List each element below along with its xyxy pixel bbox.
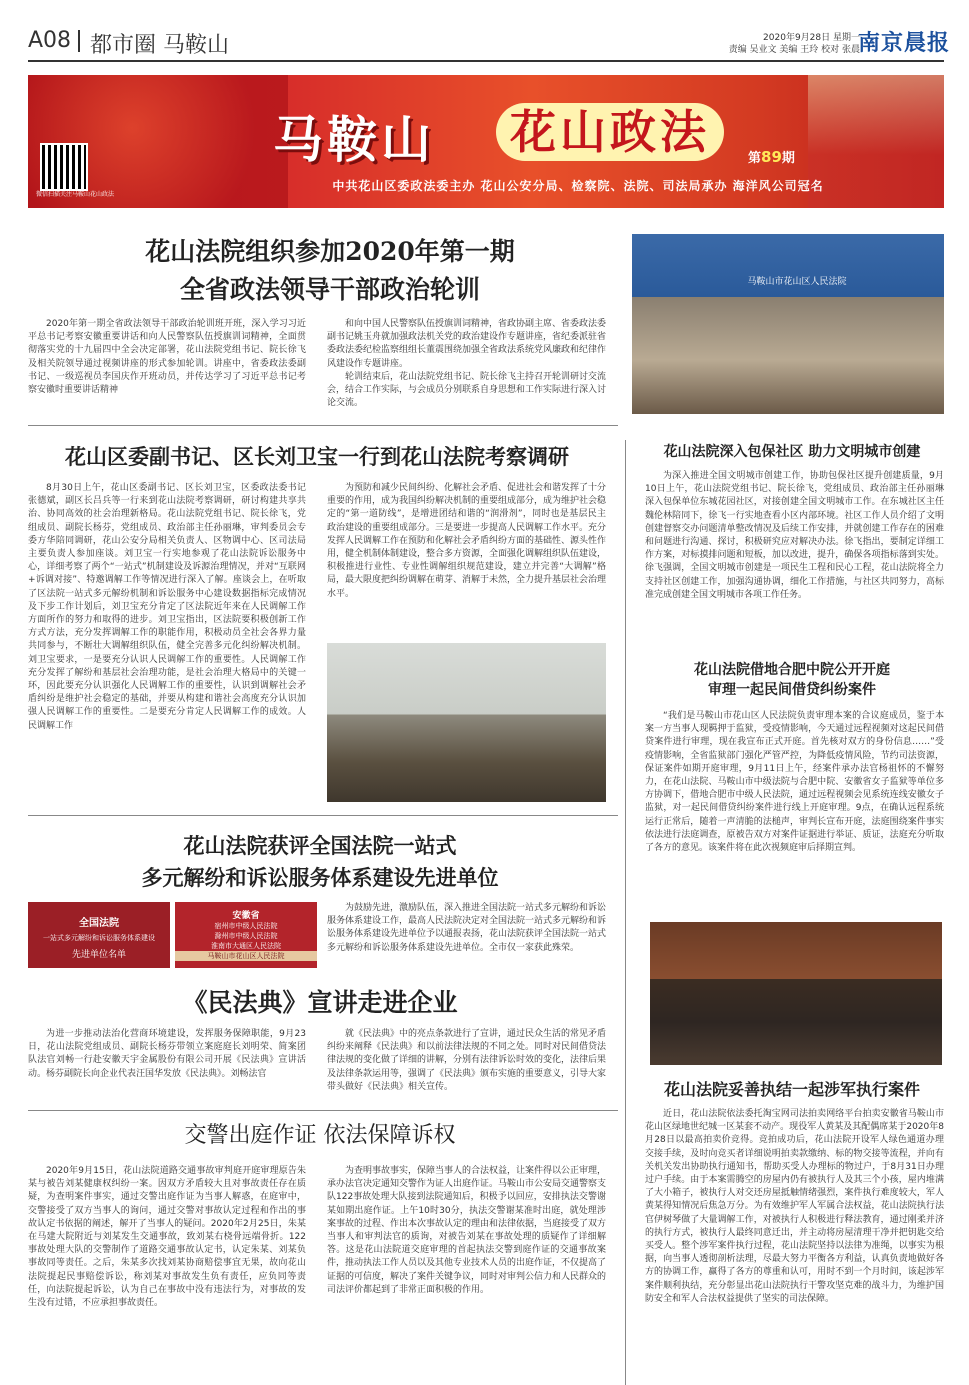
cert1-line1: 全国法院 [79,918,119,929]
article-4-title-line2: 审理一起民间借贷纠纷案件 [708,682,876,698]
article-3-title: 花山法院深入包保社区 助力文明城市创建 [663,444,921,460]
article-2-photo [327,643,606,802]
qr-caption: 微信扫描关注马鞍山花山政法 [36,191,115,198]
article-4-body: “我们是马鞍山市花山区人民法院负责审理本案的合议庭成员，鉴于本案一方当事人现羁押于监狱，受疫情影响，今天通过远程视频对这起民间借贷案件进行审理，现在我宣布正式开庭。首先核对双方的身份信息……”受疫情影响，全省监狱部门强化严管严控，为降低疫情风险，节约司法资源，保证案件如期开庭审理，9月11日上午，经案件承办法官杨祖怀的不懈努力，在花山法院、马鞍山市中级法院与合肥中院、安徽省女子监狱等单位多方协调下，借地合肥市中级人民法院，通过远程视频会见系统连线安徽女子监狱，对一起民间借贷纠纷案件进行线上开庭审理。9点，在确认远程系统运行正常后，随着一声清脆的法槌声，审判长宣布开庭，法庭围绕案件事实依法进行法庭调查，原被告双方对案件证据进行举证、质证，法庭充分听取了各方的意见。该案件将在此次视频庭审后择期宣判。 [645,711,944,854]
article-1-title-line2: 全省政法领导干部政治轮训 [179,275,480,304]
cert2-line5: 马鞍山市花山区人民法院 [175,951,317,961]
award-certificate-2 [175,902,317,968]
column-banner [28,75,944,208]
cert2-line4: 淮南市大通区人民法院 [211,942,281,950]
article-7-title: 交警出庭作证 依法保障诉权 [184,1123,456,1148]
article-1-col2-p2: 轮训结束后，花山法院党组书记、院长徐飞主持召开轮训研讨交流会，结合工作实际，与会成员分别联系自身思想和工作实际进行深入讨论交流。 [327,371,607,409]
qr-code-icon [40,143,88,191]
article-5-body: 为鼓励先进，激励队伍，深入推进全国法院一站式多元解纷和诉讼服务体系建设工作，最高人民法院决定对全国法院一站式多元解纷和诉讼服务体系建设先进单位予以通报表扬，花山法院获评全国法院一站式多元解纷和诉讼服务体系建设先进单位。全市仅一家获此殊荣。 [327,903,607,953]
article-1-col2-p1: 和向中国人民警察队伍授旗训词精神，省政协副主席、省委政法委副书记姚玉舟就加强政法机关党的政治建设作专题讲座，省纪委派驻省委政法委纪检监察组组长董震围绕加强全省政法系统党风廉政和纪律作风建设作专题讲座。 [327,319,607,369]
article-8-body: 近日，花山法院依法委托淘宝网司法拍卖网络平台拍卖安徽省马鞍山市花山区绿地世纪城一区某套不动产。现役军人黄某及其配偶席某于2020年8月28日以最高拍卖价竞得。竞拍成功后，花山法院开设军人绿色通道办理交接手续，及时向竞买者详细说明拍卖款缴纳、标的物交接等流程，并向有关机关发出协助执行通知书，帮助买受人办理标的物过户，于8月31日办理过户手续。由于本案需腾空的房屋内仍有被执行人及其三个小孩，屋内堆满了大小箱子，被执行人对交还房屋抵触情绪强烈，案件执行难度较大，军人黄某得知情况后焦急万分。为有效维护军人军属合法权益，花山法院执行法官伊树琴做了大量调解工作，对被执行人积极进行释法教育，通过刚柔并济的执行方式，被执行人最终同意迁出，并主动将房屋清理干净并把钥匙交给买受人。整个涉军案件执行过程，花山法院坚持以法律为准绳，以事实为根据，向当事人透彻剖析法理，尽最大努力平衡各方利益，认真负责地做好各方的协调工作，赢得了各方的尊重和认可，用时不到一个月时间，该起涉军案件顺利执结，充分彰显出花山法院执行干警攻坚克难的战斗力，为维护国防安全和军人合法权益提供了坚实的司法保障。 [645,1109,944,1304]
article-6-col1: 为进一步推动法治化营商环境建设，发挥服务保障职能，9月23日，花山法院党组成员、副院长杨芬带领立案庭庭长刘明荣、简案团队法官刘畅一行赴安徽天宇金属股份有限公司开展《民法典》宣讲活动。杨芬副院长向企业代表汪国华发放《民法典》。刘畅法官 [28,1029,306,1079]
article-5-title-line2: 多元解纷和诉讼服务体系建设先进单位 [141,865,499,890]
newspaper-logo: 南京晨报 [858,30,951,56]
article-3-body: 为深入推进全国文明城市创建工作，协助包保社区提升创建质量，9月10日上午，花山法院党组书记、院长徐飞，党组成员、政治部主任孙丽琳深入包保单位东城花园社区，对接创建全国文明城市工作。在东城社区主任魏伦林陪同下，徐飞一行实地查看小区内部环境。社区工作人员介绍了文明创建督察交办问题清单整改情况及后续工作安排，并就创建工作存在的困难和问题进行沟通、探讨，积极研究应对解决办法。徐飞指出，要制定详细工作方案，对标摸排问题和短板，加以改进，提升，确保各项指标落到实处。徐飞强调，全国文明城市创建是一项民生工程和民心工程，花山法院将全力支持社区创建工作，加强沟通协调，细化工作措施，与社区共同努力，高标准完成创建全国文明城市各项工作任务。 [645,471,944,600]
cert2-line1: 安徽省 [232,911,260,921]
editor-credits: 责编 吴业文 美编 王玲 校对 张晨 [728,45,860,55]
article-7-col1: 2020年9月15日，花山法院道路交通事故审判庭开庭审理原告朱某与被告刘某健康权纠纷一案。因双方矛盾较大且对事故责任存在质疑，为查明案件事实，通过交警出庭作证为当事人解惑，在庭审中，交警接受了双方当事人的询问，通过交警对事故认定过程和作出的事故认定书依据的阐述，解开了当事人的疑问。2020年2月25日，朱某在马建大院附近与刘某发生交通事故，致刘某右桡骨远端骨折。122事故处理大队的交警制作了道路交通事故认定书，认定朱某、刘某负事故同等责任。之后，朱某多次找刘某协商赔偿事宜无果，故向花山法院提起民事赔偿诉讼，称刘某对事故发生负有责任，应负同等责任，向法院提起诉讼，认为自己在事故中没有违法行为，对事故的发生没有过错，不应承担事故责任。 [28,1166,306,1309]
photo-courtroom-sign: 马鞍山市花山区人民法院 [747,277,847,287]
header-rule [28,60,944,62]
issue-value: 89 [761,148,782,166]
issue-number [748,147,795,166]
article-5-title-line1: 花山法院获评全国法院一站式 [183,833,457,858]
issue-prefix: 第 [748,151,762,166]
cert1-line3: 先进单位名单 [71,950,126,960]
article-6-col2: 就《民法典》中的亮点条款进行了宣讲，通过民众生活的常见矛盾纠纷来阐释《民法典》和以前法律法规的不同之处。同时对民间借贷法律法规的变化做了详细的讲解，分别有法律诉讼时效的变化，法律后果及法律条款运用等，强调了《民法典》颁布实施的重要意义，引导大家带头做好《民法典》相关宣传。 [327,1029,607,1092]
publish-date: 2020年9月28日 星期一 [763,33,860,43]
article-7-col2: 为查明事故事实，保障当事人的合法权益，让案件得以公正审理，承办法官决定通知交警作为证人出庭作证。马鞍山市公安局交通警察支队122事故处理大队接到法院通知后，积极予以回应，安排执法交警谢某如期出庭作证。上午10时30分，执法交警谢某准时出庭，就处理涉案事故的过程、作出本次事故认定的理由和法律依据，当庭接受了双方当事人和审判法官的质询，对被告刘某在事故处理的质疑作了详细解答。这是花山法院道交庭审理的首起执法交警到庭作证的交通事故案件，推动执法工作人员以及其他专业技术人员的出庭作证，不仅提高了证据的可信度，解决了案件关键争议，同时对审判公信力和人民群众的司法评价都起到了非常正面积极的作用。 [327,1166,606,1295]
article-2-col1: 8月30日上午，花山区委副书记、区长刘卫宝，区委政法委书记张德斌，副区长吕兵等一行来到花山法院考察调研，研讨构建共享共治、协同高效的社会治理新格局。花山法院党组书记、院长徐飞，党组成员、副院长杨芬，党组成员、政治部主任孙丽琳，审判委员会专委方华陪同调研，花山公安分局相关负责人、区物调中心、区司法局主要负责人参加座谈。刘卫宝一行实地参观了花山法院诉讼服务中心，详细考察了两个“一站式”机制建设及诉源治理情况，并对“互联网+诉调对接”、特邀调解工作等情况进行深入了解。座谈会上，在听取了区法院一站式多元解纷机制和诉讼服务中心建设数据指标完成情况及下步工作计划后，刘卫宝充分肯定了区法院近年来在人民调解工作方面所作的努力和取得的进步。刘卫宝指出，区法院要积极创新工作方式方法，充分发挥调解工作的职能作用，积极动员全社会各界力量共同参与，不断壮大调解组织队伍，健全完善多元化纠纷解决机制。刘卫宝要求，一是要充分认识人民调解工作的重要性。人民调解工作充分发挥了解纷和基层社会治理功能，是社会治理大格局中的关键一环，因此要充分认识强化人民调解工作的重要性，认识到调解社会矛盾纠纷是维护社会稳定的基础，并要从构建和谐社会高度充分认识加强人民调解工作的重要性。二是要充分肯定人民调解工作的成效。人民调解工作 [28,483,306,731]
article-1-title [60,233,600,309]
article-1-photo [632,234,944,414]
article-4-title-line1: 花山法院借地合肥中院公开开庭 [694,662,890,678]
article-8-title: 花山法院妥善执结一起涉军执行案件 [663,1080,920,1099]
section-title: 都市圈 马鞍山 [90,33,229,58]
article-1-col2 [327,318,606,410]
article-1-col1: 2020年第一期全省政法领导干部政治轮训班开班，深入学习习近平总书记考察安徽重要讲话和向人民警察队伍授旗训词精神，全面贯彻落实党的十九届四中全会决定部署，花山法院党组书记、院长徐飞及相关院领导通过视频讲座的形式参加轮训。讲座中，省委政法委副书记、一级巡视员李国庆作开班动员，并传达学习了习近平总书记考察安徽时重要讲话精神 [28,319,306,396]
divider [28,425,618,426]
header-divider [78,30,80,52]
divider [28,815,618,816]
article-6-title: 《民法典》宣讲走进企业 [182,988,458,1017]
issue-suffix: 期 [781,151,795,166]
article-4-title [640,660,944,700]
banner-title-left: 马鞍山 [273,110,435,169]
cert1-line2: 一站式多元解纷和诉讼服务体系建设 [43,934,155,942]
banner-title-right: 花山政法 [496,103,724,161]
column-divider [625,440,626,1385]
cert2-line3: 滁州市中级人民法院 [214,932,278,940]
page-number: A08 [28,28,72,53]
divider [28,1110,618,1111]
article-4-photo [650,922,942,1065]
article-2-col2: 为预防和减少民间纠纷、化解社会矛盾、促进社会和谐发挥了十分重要的作用，成为我国纠纷解决机制的重要组成部分，成为维护社会稳定的“第一道防线”，是增进团结和谐的“润滑剂”，同时也是基层民主政治建设的重要组成部分。三是要进一步提高人民调解工作水平。充分发挥人民调解工作在预防和化解社会矛盾纠纷方面的基础性、源头性作用，健全机制体制建设，整合多方资源，全面强化调解组织队伍建设，积极推进行业性、专业性调解组织规范建设，建立并完善“大调解”格局，最大限度把纠纷调解在萌芽、消解于未然，全力提升基层社会治理水平。 [327,483,607,599]
article-2-title: 花山区委副书记、区长刘卫宝一行到花山法院考察调研 [65,444,569,469]
article-5-title [60,830,580,894]
banner-organizers: 中共花山区委政法委主办 花山公安分局、检察院、法院、司法局承办 海洋风公司冠名 [332,179,824,193]
article-1-title-line1: 花山法院组织参加2020年第一期 [145,237,515,266]
award-certificate-1 [28,902,170,968]
cert2-line2: 宿州市中级人民法院 [214,922,278,930]
header-meta [710,32,860,56]
